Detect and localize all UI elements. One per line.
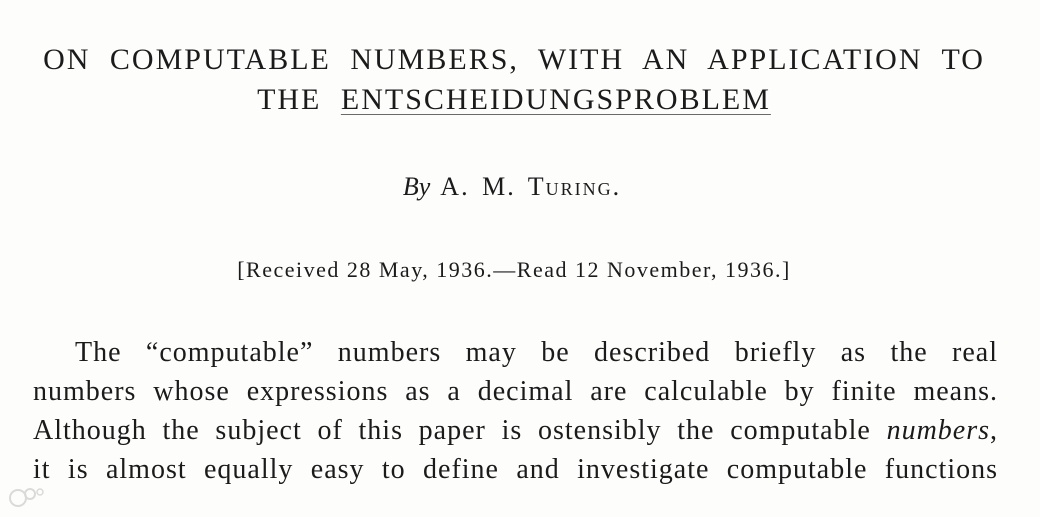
body-text-line: numbers whose expressions as a decimal are calculable by finite means. <box>33 376 998 407</box>
body-text-line <box>33 411 998 450</box>
body-text-segment: Although the subject of this paper is ostensibly the computable <box>33 415 871 446</box>
watermark-logo-icon <box>8 484 48 512</box>
paper-title-keyword: ENTSCHEIDUNGSPROBLEM <box>340 83 771 116</box>
paper-title-prefix: THE <box>257 83 322 116</box>
emphasized-word: numbers <box>886 415 991 446</box>
body-text-line: it is almost equally easy to define and investigate computable functions <box>33 454 998 485</box>
body-punctuation: , <box>990 415 998 446</box>
paper-title-line-1: ON COMPUTABLE NUMBERS, WITH AN APPLICATION TO <box>43 43 985 76</box>
author-byline <box>0 168 1024 206</box>
byline-by: By <box>402 172 431 201</box>
received-date-note: [Received 28 May, 1936.—Read 12 November, 1936.] <box>237 257 791 282</box>
body-text-line: The “computable” numbers may be described briefly as the real <box>75 337 998 368</box>
paper-title-line-2 <box>0 80 1028 120</box>
author-name: A. M. Turing. <box>440 172 622 201</box>
